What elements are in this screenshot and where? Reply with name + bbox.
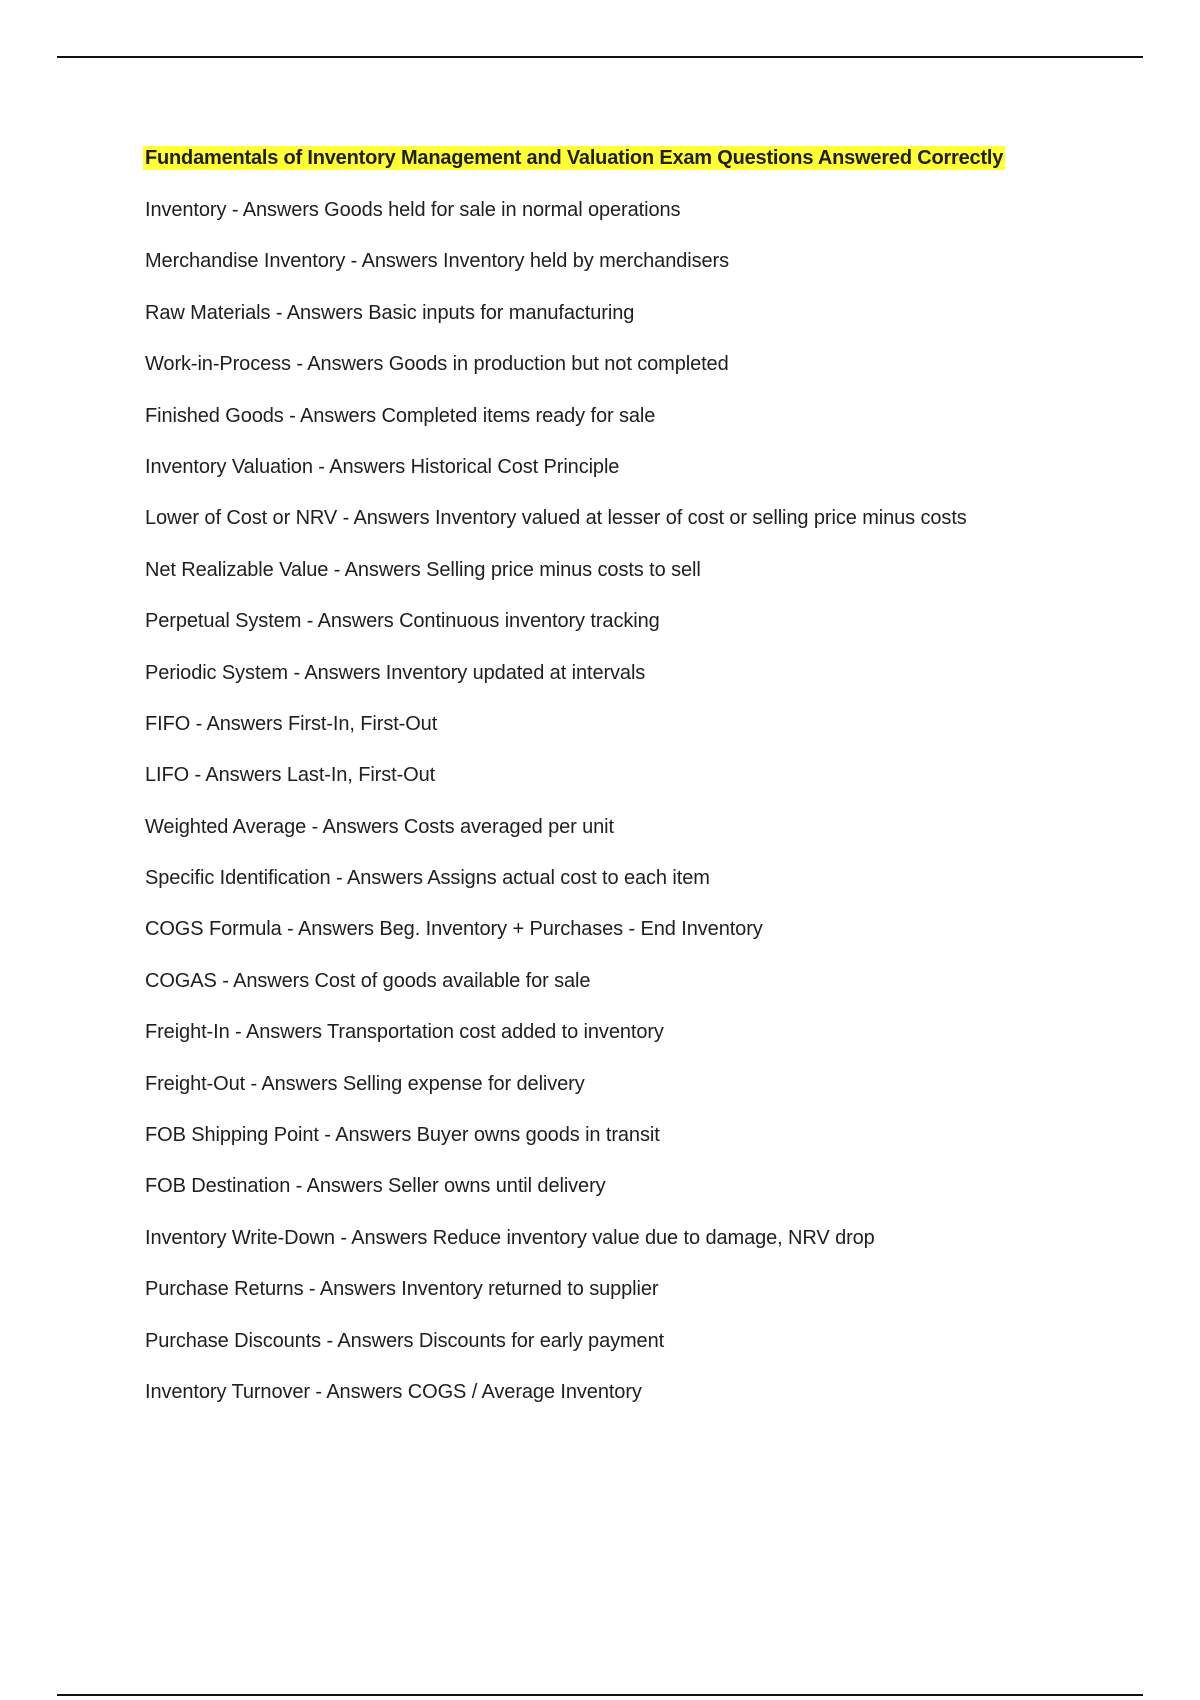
list-item: Specific Identification - Answers Assigns actual cost to each item [145, 867, 710, 890]
list-item: Freight-Out - Answers Selling expense for delivery [145, 1072, 585, 1095]
list-item: Work-in-Process - Answers Goods in production but not completed [145, 353, 729, 376]
list-item: COGAS - Answers Cost of goods available for sale [145, 969, 591, 992]
list-item: COGS Formula - Answers Beg. Inventory + Purchases - End Inventory [145, 918, 763, 941]
list-item: Periodic System - Answers Inventory updated at intervals [145, 661, 646, 684]
list-item: Merchandise Inventory - Answers Inventory held by merchandisers [145, 250, 729, 273]
list-item: FOB Destination - Answers Seller owns until delivery [145, 1175, 606, 1198]
list-item: FOB Shipping Point - Answers Buyer owns goods in transit [145, 1124, 660, 1147]
list-item: Finished Goods - Answers Completed items ready for sale [145, 404, 656, 427]
entry-list [145, 198, 1145, 1404]
list-item: Inventory Turnover - Answers COGS / Average Inventory [145, 1380, 642, 1403]
list-item: Purchase Discounts - Answers Discounts for early payment [145, 1329, 665, 1352]
list-item: Lower of Cost or NRV - Answers Inventory valued at lesser of cost or selling price minus costs [145, 507, 967, 530]
list-item: Inventory - Answers Goods held for sale in normal operations [145, 199, 681, 221]
list-item: Weighted Average - Answers Costs averaged per unit [145, 815, 614, 838]
list-item: Inventory Write-Down - Answers Reduce inventory value due to damage, NRV drop [145, 1226, 875, 1249]
list-item: Freight-In - Answers Transportation cost added to inventory [145, 1021, 664, 1044]
list-item: Raw Materials - Answers Basic inputs for manufacturing [145, 301, 635, 324]
header-rule [57, 56, 1143, 58]
list-item: Perpetual System - Answers Continuous inventory tracking [145, 610, 660, 633]
list-item: Net Realizable Value - Answers Selling price minus costs to sell [145, 558, 701, 581]
list-item: Inventory Valuation - Answers Historical Cost Principle [145, 455, 620, 478]
list-item: Purchase Returns - Answers Inventory returned to supplier [145, 1278, 659, 1301]
list-item: LIFO - Answers Last-In, First-Out [145, 764, 436, 787]
document-body [145, 146, 1145, 1404]
document-title: Fundamentals of Inventory Management and Valuation Exam Questions Answered Correctly [145, 147, 1004, 169]
footer-rule [57, 1694, 1143, 1696]
list-item: FIFO - Answers First-In, First-Out [145, 712, 438, 735]
